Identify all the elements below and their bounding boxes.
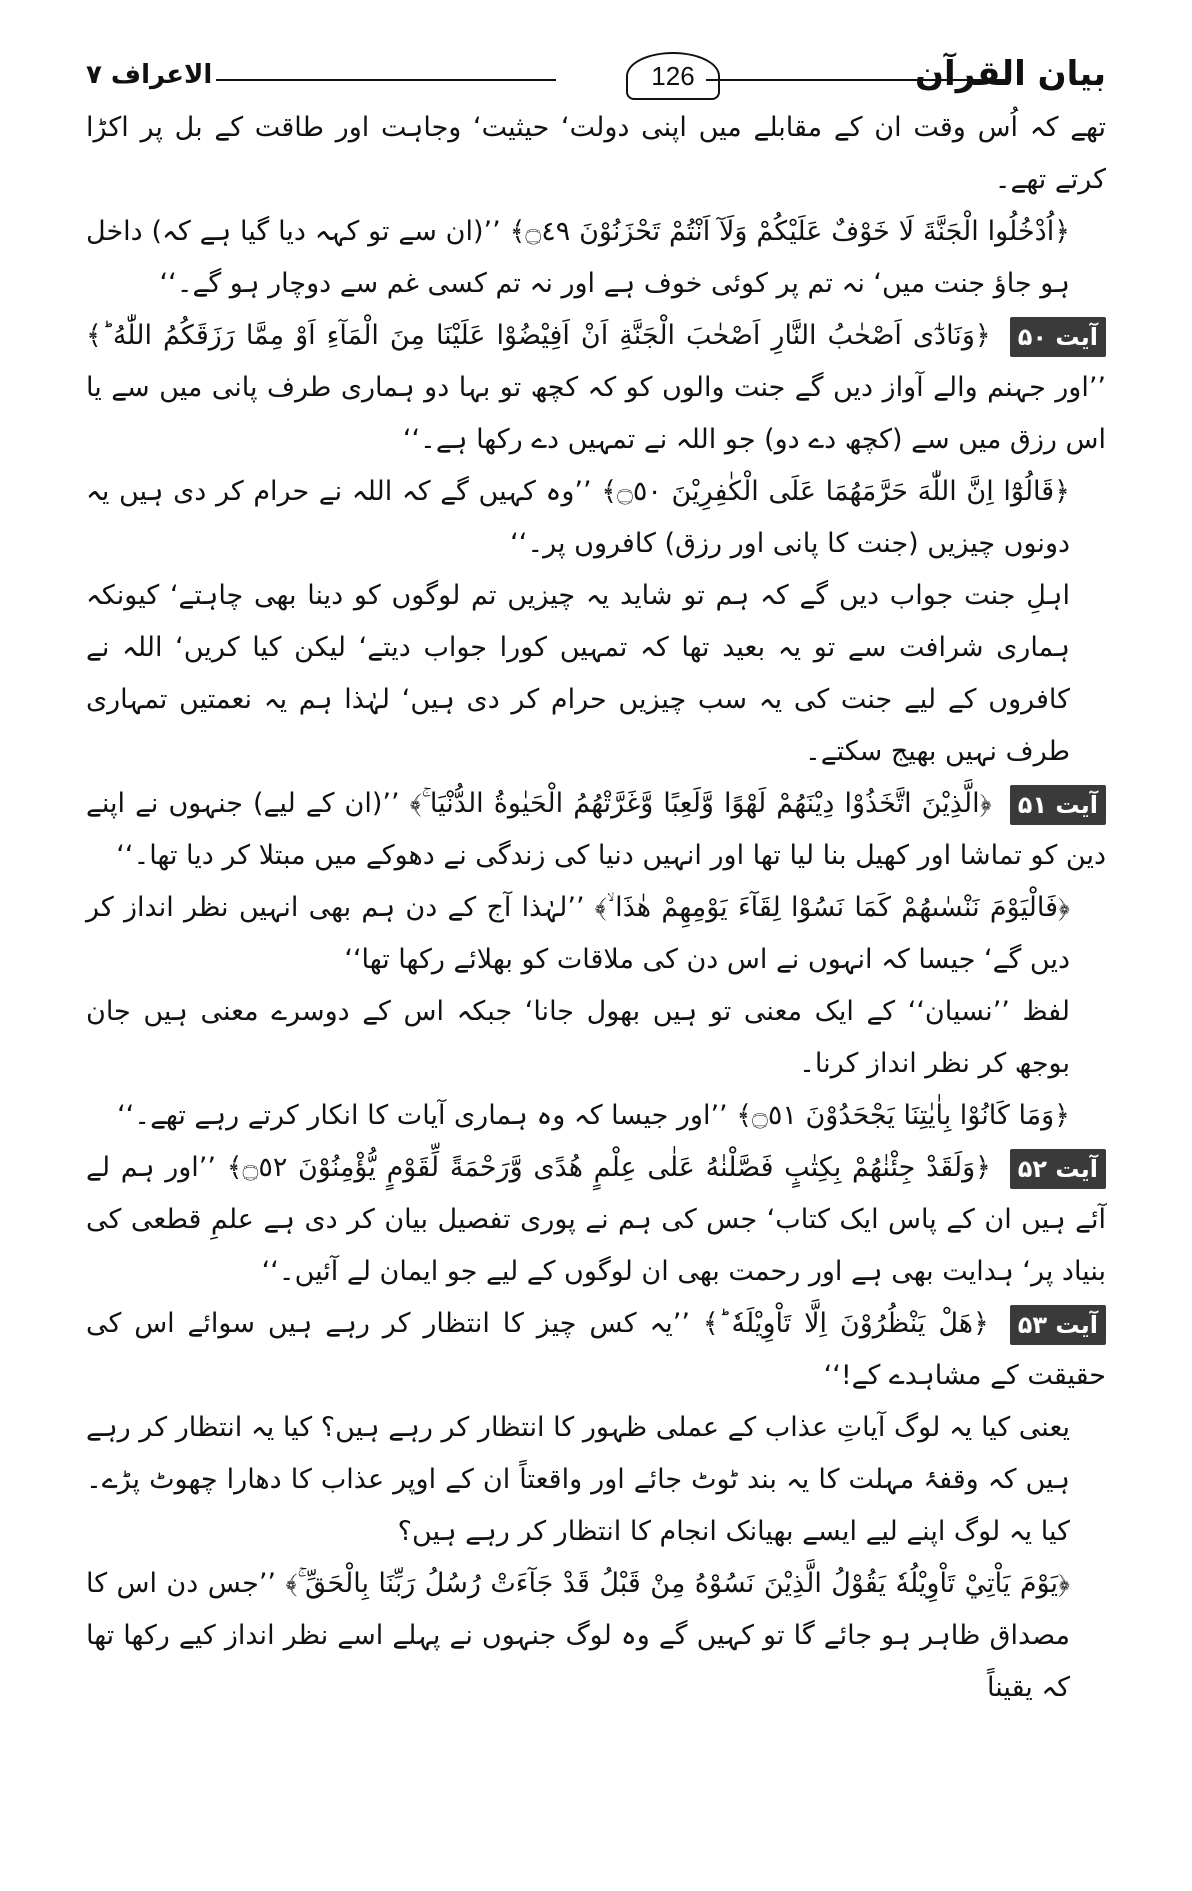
book-title: بیان القرآن xyxy=(915,54,1106,94)
urdu-text: لفظ ’’نسیان‘‘ کے ایک معنی تو ہیں بھول جانا‘ جبکہ اس کے دوسرے معنی ہیں جان بوجھ کر نظر انداز کرنا۔ xyxy=(86,996,1070,1079)
paragraph-3 xyxy=(86,310,1106,466)
urdu-text: اہلِ جنت جواب دیں گے کہ ہم تو شاید یہ چیزیں تم لوگوں کو دینا بھی چاہتے‘ کیونکہ ہماری شرافت سے تو یہ بعید تھا کہ تمہیں کورا جواب دیتے‘ لیکن کیا کریں‘ اللہ نے کافروں کے لیے جنت کی یہ سب چیزیں حرام کر دی ہیں‘ لہٰذا ہم یہ نعمتیں تمہاری طرف نہیں بھیج سکتے۔ xyxy=(86,580,1070,767)
paragraph-10 xyxy=(86,1142,1106,1298)
urdu-translation: ’’یہ کس چیز کا انتظار کر رہے ہیں سوائے اس کی حقیقت کے مشاہدے کے!‘‘ xyxy=(86,1308,1106,1391)
paragraph-8 xyxy=(86,986,1106,1090)
paragraph-6 xyxy=(86,778,1106,882)
urdu-text: تھے کہ اُس وقت ان کے مقابلے میں اپنی دولت‘ حیثیت‘ وجاہت اور طاقت کے بل پر اکڑا کرتے تھے۔ xyxy=(86,112,1106,195)
paragraph-2 xyxy=(86,206,1106,310)
urdu-translation: ’’وہ کہیں گے کہ اللہ نے حرام کر دی ہیں یہ دونوں چیزیں (جنت کا پانی اور رزق) کافروں پر۔‘‘ xyxy=(86,476,1070,559)
header-rule-left xyxy=(216,79,556,81)
urdu-translation: ’’جس دن اس کا مصداق ظاہر ہو جائے گا تو کہیں گے وہ لوگ جنہوں نے پہلے اسے نظر انداز کیے رکھا تھا کہ یقیناً xyxy=(86,1568,1070,1703)
urdu-text: یعنی کیا یہ لوگ آیاتِ عذاب کے عملی ظہور کا انتظار کر رہے ہیں؟ کیا یہ انتظار کر رہے ہیں کہ وقفۂ مہلت کا یہ بند ٹوٹ جائے اور واقعتاً ان کے اوپر عذاب کا دھارا چھوٹ پڑے۔ کیا یہ لوگ اپنے لیے ایسے بھیانک انجام کا انتظار کر رہے ہیں؟ xyxy=(86,1412,1070,1547)
ayah-label: آیت ۵۲ xyxy=(1010,1149,1106,1189)
arabic-verse: ﴿الَّذِيْنَ اتَّخَذُوْا دِيْنَهُمْ لَهْوًا وَّلَعِبًا وَّغَرَّتْهُمُ الْحَيٰوةُ الدُّنْيَا ۚ﴾ xyxy=(409,788,992,819)
urdu-translation: ’’اور جہنم والے آواز دیں گے جنت والوں کو کہ کچھ تو بہا دو ہماری طرف پانی میں سے یا اس رزق میں سے (کچھ دے دو) جو اللہ نے تمہیں دے رکھا ہے۔‘‘ xyxy=(86,372,1106,455)
urdu-translation: ’’اور جیسا کہ وہ ہماری آیات کا انکار کرتے رہے تھے۔‘‘ xyxy=(117,1100,728,1131)
ayah-label: آیت ۵۳ xyxy=(1010,1305,1106,1345)
urdu-translation: ’’(ان سے تو کہہ دیا گیا ہے کہ) داخل ہو جاؤ جنت میں‘ نہ تم پر کوئی خوف ہے اور نہ تم کسی غم سے دوچار ہو گے۔‘‘ xyxy=(86,216,1070,299)
arabic-verse: ﴿فَالْيَوْمَ نَنْسٰىهُمْ كَمَا نَسُوْا لِقَآءَ يَوْمِهِمْ هٰذَا ۙ﴾ xyxy=(594,892,1070,923)
paragraph-12 xyxy=(86,1402,1106,1558)
arabic-verse: ﴿قَالُوْٓا اِنَّ اللّٰهَ حَرَّمَهُمَا عَلَى الْكٰفِرِيْنَ ۝٥٠﴾ xyxy=(601,476,1070,507)
arabic-verse: ﴿وَلَقَدْ جِئْنٰهُمْ بِكِتٰبٍ فَصَّلْنٰهُ عَلٰى عِلْمٍ هُدًى وَّرَحْمَةً لِّقَوْمٍ يُّؤْمِنُوْنَ ۝٥٢﴾ xyxy=(226,1152,991,1183)
paragraph-9 xyxy=(86,1090,1106,1142)
page-number: 126 xyxy=(626,52,720,100)
ayah-label: آیت ۵۰ xyxy=(1010,317,1106,357)
arabic-verse: ﴿وَنَادٰٓى اَصْحٰبُ النَّارِ اَصْحٰبَ الْجَنَّةِ اَنْ اَفِيْضُوْا عَلَيْنَا مِنَ الْمَآءِ اَوْ مِمَّا رَزَقَكُمُ اللّٰهُ ؕ﴾ xyxy=(86,320,991,351)
urdu-translation: ’’(ان کے لیے) جنہوں نے اپنے دین کو تماشا اور کھیل بنا لیا تھا اور انہیں دنیا کی زندگی نے دھوکے میں مبتلا کر دیا تھا۔‘‘ xyxy=(86,788,1106,871)
paragraph-11 xyxy=(86,1298,1106,1402)
arabic-verse: ﴿وَمَا كَانُوْا بِاٰيٰتِنَا يَجْحَدُوْنَ ۝٥١﴾ xyxy=(736,1100,1070,1131)
arabic-verse: ﴿يَوْمَ يَاْتِيْ تَاْوِيْلُهٗ يَقُوْلُ الَّذِيْنَ نَسُوْهُ مِنْ قَبْلُ قَدْ جَآءَتْ رُسُلُ رَبِّنَا بِالْحَقِّ ۚ﴾ xyxy=(285,1568,1070,1599)
paragraph-1 xyxy=(86,102,1106,206)
paragraph-7 xyxy=(86,882,1106,986)
surah-name: الاعراف ۷ xyxy=(86,60,213,90)
paragraph-5 xyxy=(86,570,1106,778)
paragraph-4 xyxy=(86,466,1106,570)
paragraph-13 xyxy=(86,1558,1106,1714)
page-header xyxy=(86,50,1106,102)
urdu-translation: ’’لہٰذا آج کے دن ہم بھی انہیں نظر انداز کر دیں گے‘ جیسا کہ انہوں نے اس دن کی ملاقات کو بھلائے رکھا تھا‘‘ xyxy=(86,892,1070,975)
arabic-verse: ﴿اُدْخُلُوا الْجَنَّةَ لَا خَوْفٌ عَلَيْكُمْ وَلَآ اَنْتُمْ تَحْزَنُوْنَ ۝٤٩﴾ xyxy=(509,216,1071,247)
urdu-translation: ’’اور ہم لے آئے ہیں ان کے پاس ایک کتاب‘ جس کی ہم نے پوری تفصیل بیان کر دی ہے علمِ قطعی کی بنیاد پر‘ ہدایت بھی ہے اور رحمت بھی ان لوگوں کے لیے جو ایمان لے آئیں۔‘‘ xyxy=(86,1152,1106,1287)
arabic-verse: ﴿هَلْ يَنْظُرُوْنَ اِلَّا تَاْوِيْلَهٗ ؕ﴾ xyxy=(702,1308,989,1339)
page-body xyxy=(86,102,1106,1714)
ayah-label: آیت ۵۱ xyxy=(1010,785,1106,825)
